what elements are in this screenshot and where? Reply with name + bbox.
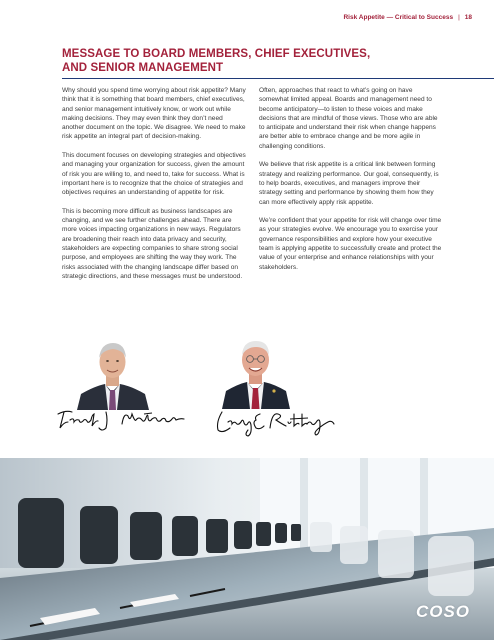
left-paragraph-2: This document focuses on developing strategies and objectives and managing your organization for success, given the amount of risk you are willing to, and need to, take for success. What is important here is to recognize that the choice of strategies and objectives requires an understanding of appetite for risk. xyxy=(62,152,246,197)
page-title xyxy=(62,48,462,75)
left-paragraph-3: This is becoming more difficult as business landscapes are changing, and we see further challenges ahead. There are more voices impacting organizations in new ways. Regulators are broadening their reach into data privacy and security, stakeholders are expecting companies to share strong social purpose, and employees are shifting the way they work. The risks associated with the changing landscape differ based on strategic directions, and these messages must be understood. xyxy=(62,207,243,280)
page-title-line-1: MESSAGE TO BOARD MEMBERS, CHIEF EXECUTIVES, xyxy=(62,48,371,60)
right-paragraph-1: Often, approaches that react to what’s going on have somewhat limited appeal. Boards and management need to become anticipatory—to listen to these voices and make decisions that are mindful of those views. Those who are able to anticipate and understand their risk when change happens are better able to embrace change and be more agile in challenging conditions. xyxy=(259,87,438,150)
title-divider xyxy=(62,78,494,79)
page-number: 18 xyxy=(464,14,472,21)
signature-2 xyxy=(208,408,348,438)
signature-1 xyxy=(52,406,192,434)
right-paragraph-3: We’re confident that your appetite for risk will change over time as your strategies evolve. We encourage you to exercise your governance responsibilities and explore how your executive team is applying appetite to successfully create and protect the value of your enterprise and enhance relationships with your stakeholders. xyxy=(259,217,442,271)
portrait-photo-2 xyxy=(218,331,293,409)
right-column xyxy=(259,86,443,281)
portrait-photo-1 xyxy=(75,332,150,410)
running-title: Risk Appetite — Critical to Success xyxy=(343,14,454,21)
running-header xyxy=(343,14,472,21)
boardroom-photo xyxy=(0,458,494,640)
coso-logo: COSO xyxy=(415,602,470,621)
page-title-line-2: AND SENIOR MANAGEMENT xyxy=(62,61,224,74)
left-column xyxy=(62,86,246,291)
left-paragraph-1: Why should you spend time worrying about risk appetite? Many think that it is something that board members, chief executives, and senior management intuitively know, or work out while making decisions. They may even think they don’t need another document on the topic. We disagree. We need to make risk appetite an integral part of decision-making. xyxy=(62,87,246,141)
right-paragraph-2: We believe that risk appetite is a critical link between forming strategy and realizing performance. Our goal, consequently, is to help boards, executives, and managers improve their strategy setting and performance by showing them how they can more effectively apply risk appetite. xyxy=(259,161,439,206)
header-separator: | xyxy=(458,14,460,21)
